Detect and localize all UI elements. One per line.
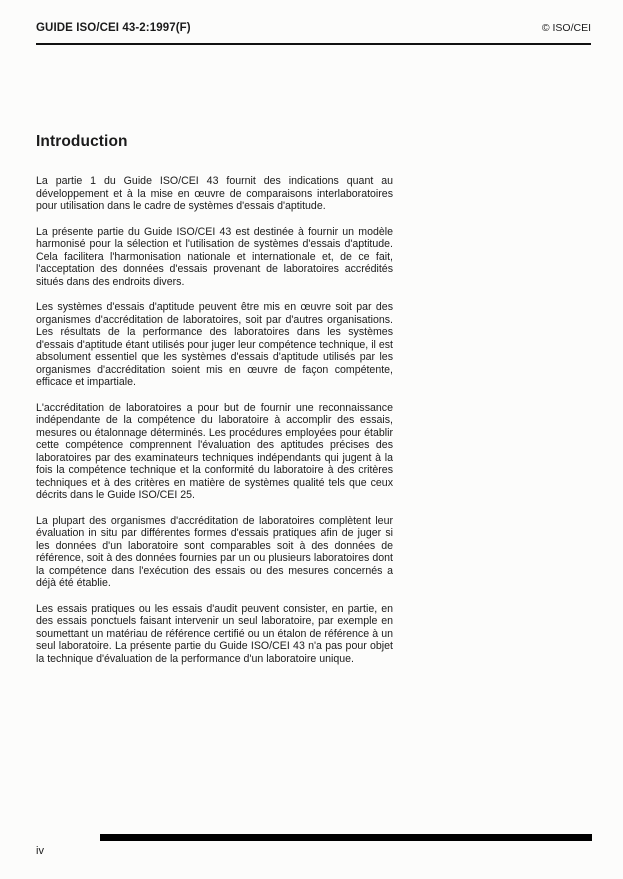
paragraph: La plupart des organismes d'accréditation de laboratoires complètent leur évaluation in situ par différentes formes d'essais pratiques afin de juger si les données d'un laboratoire sont comparables soit à des données de référence, soit à des données fournies par un ou plusieurs laboratoires dont la compétence dans l'exécution des essais ou des mesures concernés a déjà été établie. (36, 514, 393, 589)
content-column (36, 133, 393, 678)
paragraph: Les systèmes d'essais d'aptitude peuvent être mis en œuvre soit par des organismes d'accréditation de laboratoires, soit par d'autres organisations. Les résultats de la performance des laboratoires dans les systèmes d'essais d'aptitude étant utilisés pour juger leur compétence technique, il est absolument essentiel que les systèmes d'essais d'aptitude utilisés par les organismes d'accréditation soient mis en œuvre de façon compétente, efficace et impartiale. (36, 301, 393, 388)
paragraph: La partie 1 du Guide ISO/CEI 43 fournit des indications quant au développement et à la mise en œuvre de comparaisons interlaboratoires pour utilisation dans le cadre de systèmes d'essais d'aptitude. (36, 175, 393, 212)
footer-bar (100, 834, 592, 841)
header-rule (36, 43, 591, 45)
doc-id: GUIDE ISO/CEI 43-2:1997(F) (36, 22, 191, 34)
page-header (36, 22, 591, 34)
paragraph: La présente partie du Guide ISO/CEI 43 est destinée à fournir un modèle harmonisé pour la sélection et l'utilisation de systèmes d'essais d'aptitude. Cela facilitera l'harmonisation nationale et internationale et, de ce fait, l'acceptation des données d'essais provenant de laboratoires accrédités situés dans des endroits divers. (36, 225, 393, 288)
copyright-notice: © ISO/CEI (541, 22, 591, 34)
paragraph: Les essais pratiques ou les essais d'audit peuvent consister, en partie, en des essais ponctuels faisant intervenir un seul laboratoire, par exemple en soumettant un matériau de référence certifié ou un étalon de référence à un seul laboratoire. La présente partie du Guide ISO/CEI 43 n'a pas pour objet la technique d'évaluation de la performance d'un laboratoire unique. (36, 602, 393, 665)
page-number: iv (36, 845, 44, 857)
paragraph: L'accréditation de laboratoires a pour but de fournir une reconnaissance indépendante de la compétence du laboratoire à accomplir des essais, mesures ou étalonnage déterminés. Les procédures employées pour établir cette compétence comprennent l'évaluation des aptitudes précises des laboratoires par des examinateurs techniques indépendants qui jugent à la fois la compétence technique et la conformité du laboratoire à des critères techniques et à des critères en matière de systèmes qualité tels que ceux décrits dans le Guide ISO/CEI 25. (36, 401, 393, 501)
section-title: Introduction (36, 133, 128, 150)
